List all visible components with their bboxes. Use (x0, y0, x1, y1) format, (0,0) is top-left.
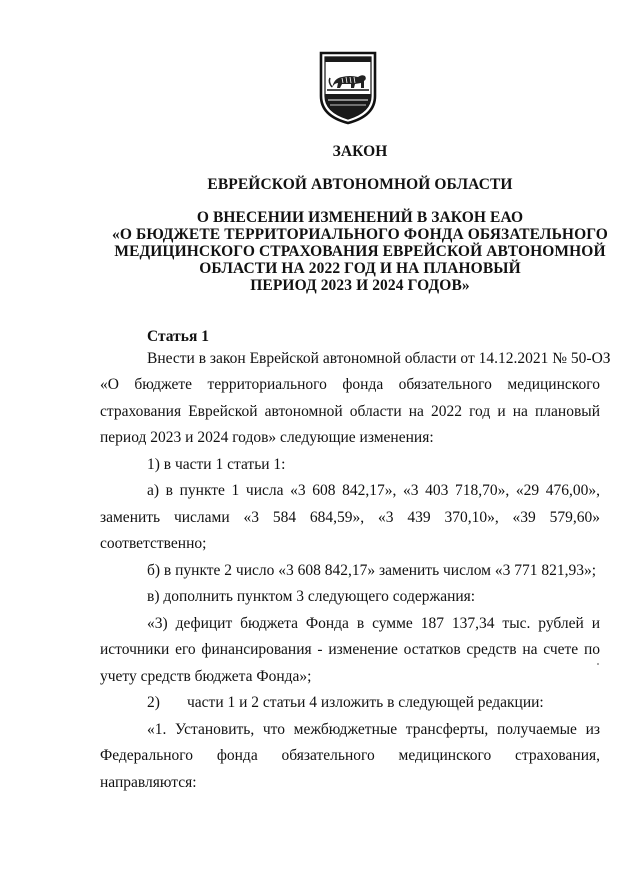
text-line: заменить числами «3 584 684,59», «3 439 370,10», «39 579,60» (100, 509, 600, 526)
text-line: б) в пункте 2 число «3 608 842,17» заменить числом «3 771 821,93»; (147, 562, 597, 579)
document-title (80, 209, 640, 294)
text-line: источники его финансирования - изменение остатков средств на счете по (100, 641, 600, 658)
heading-zakon: ЗАКОН (332, 143, 388, 160)
list-number: 2) (147, 694, 160, 711)
text-line: Федерального фонда обязательного медицинского страхования, (100, 747, 600, 764)
heading-region: ЕВРЕЙСКОЙ АВТОНОМНОЙ ОБЛАСТИ (207, 176, 513, 193)
text-line: части 1 и 2 статьи 4 изложить в следующей редакции: (187, 694, 544, 711)
title-line: МЕДИЦИНСКОГО СТРАХОВАНИЯ ЕВРЕЙСКОЙ АВТОНОМНОЙ (114, 243, 606, 260)
scan-speck (597, 663, 599, 665)
text-line: учету средств бюджета Фонда»; (100, 668, 312, 685)
text-line: страхования Еврейской автономной области на 2022 год и на плановый (100, 403, 600, 420)
text-line: в) дополнить пунктом 3 следующего содержания: (147, 588, 476, 605)
title-line: О ВНЕСЕНИИ ИЗМЕНЕНИЙ В ЗАКОН ЕАО (196, 209, 524, 226)
article-heading: Статья 1 (147, 328, 209, 345)
title-line: ПЕРИОД 2023 И 2024 ГОДОВ» (250, 277, 470, 294)
text-line: период 2023 и 2024 годов» следующие изменения: (100, 429, 434, 446)
title-line: ОБЛАСТИ НА 2022 ГОД И НА ПЛАНОВЫЙ (199, 260, 521, 277)
text-line: «3) дефицит бюджета Фонда в сумме 187 137,34 тыс. рублей и (147, 615, 600, 632)
title-line: «О БЮДЖЕТЕ ТЕРРИТОРИАЛЬНОГО ФОНДА ОБЯЗАТЕЛЬНОГО (112, 226, 608, 243)
text-line: Внести в закон Еврейской автономной области от 14.12.2021 № 50-ОЗ (147, 350, 611, 367)
text-line: «1. Установить, что межбюджетные трансферты, получаемые из (147, 721, 600, 738)
text-line: 1) в части 1 статьи 1: (147, 456, 286, 473)
text-line: «О бюджете территориального фонда обязательного медицинского (100, 376, 600, 393)
text-line: а) в пункте 1 числа «3 608 842,17», «3 403 718,70», «29 476,00», (147, 482, 600, 499)
text-line: направляются: (100, 774, 197, 791)
coat-of-arms-icon (318, 50, 378, 126)
text-line: соответственно; (100, 535, 207, 552)
